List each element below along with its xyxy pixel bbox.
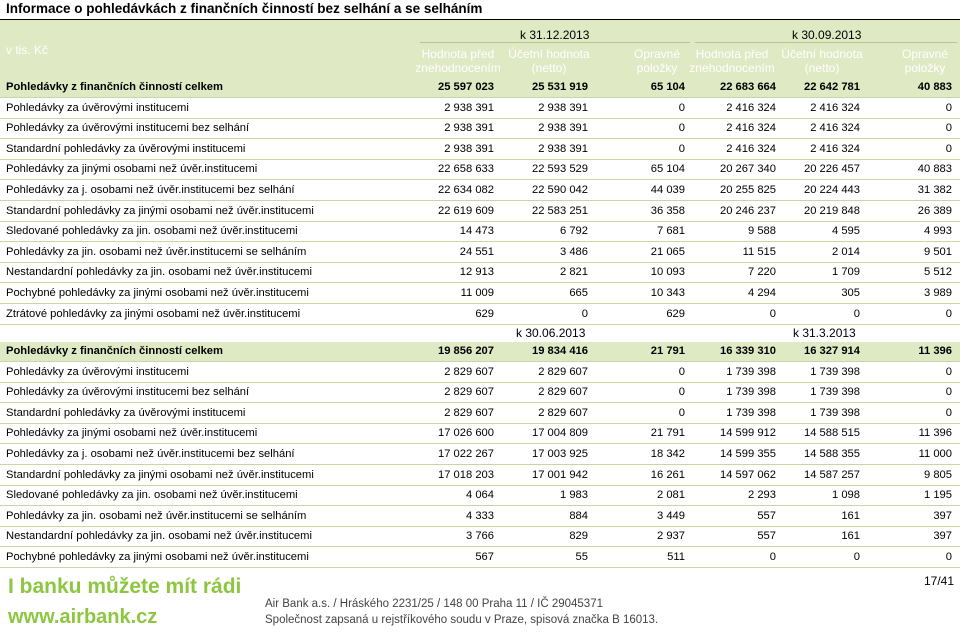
cell-value: 884 [569, 509, 588, 522]
cell-value: 1 739 398 [726, 365, 776, 378]
row-label: Nestandardní pohledávky za jin. osobami než úvěr.institucemi [6, 266, 312, 279]
cell-value: 2 829 607 [444, 365, 494, 378]
row-label: Pohledávky za jin. osobami než úvěr.institucemi se selháním [6, 245, 307, 258]
cell-value: 2 821 [560, 266, 588, 279]
cell-value: 9 501 [924, 245, 952, 258]
cell-value: 22 590 042 [532, 184, 588, 196]
cell-value: 4 294 [748, 287, 776, 299]
row-label: Sledované pohledávky za jin. osobami než úvěr.institucemi [6, 489, 298, 502]
period-label-right: k 30.09.2013 [792, 28, 862, 42]
row-label: Standardní pohledávky za jinými osobami než úvěr.institucemi [6, 204, 314, 217]
cell-value: 17 018 203 [438, 468, 494, 481]
cell-value: 1 739 398 [810, 386, 860, 399]
cell-value: 629 [475, 307, 494, 320]
cell-value: 22 683 664 [720, 81, 776, 93]
bank-slogan: I banku můžete mít rádi [8, 575, 242, 598]
row-label: Pohledávky za úvěrovými institucemi bez selhání [6, 122, 250, 135]
column-header: Účetní hodnota (netto) [508, 47, 590, 75]
cell-value: 2 416 324 [810, 142, 860, 155]
cell-value: 1 739 398 [726, 386, 776, 399]
row-label: Ztrátové pohledávky za jinými osobami než úvěr.institucemi [6, 307, 301, 320]
cell-value: 2 829 607 [538, 365, 588, 378]
cell-value: 2 938 391 [444, 122, 494, 135]
cell-value: 20 224 443 [804, 184, 860, 196]
column-header: Opravné položky [901, 47, 949, 75]
cell-value: 22 593 529 [532, 163, 588, 176]
unit-label: v tis. Kč [6, 43, 49, 57]
table-row [0, 383, 960, 403]
row-label: Pohledávky za úvěrovými institucemi [6, 101, 189, 114]
cell-value: 2 938 391 [444, 101, 494, 114]
cell-value: 10 343 [650, 287, 685, 299]
row-label: Pohledávky za jinými osobami než úvěr.institucemi [6, 427, 258, 440]
table-row [0, 99, 960, 119]
cell-value: 9 588 [748, 225, 776, 238]
cell-value: 22 658 633 [438, 163, 494, 176]
column-header: Opravné položky [633, 47, 681, 75]
cell-value: 12 913 [459, 266, 494, 279]
cell-value: 0 [945, 122, 952, 135]
cell-value: 397 [933, 509, 952, 522]
cell-value: 31 382 [917, 184, 952, 196]
cell-value: 24 551 [459, 245, 494, 258]
row-label: Pohledávky za j. osobami než úvěr.institucemi bez selhání [6, 184, 295, 196]
cell-value: 14 473 [459, 225, 494, 238]
cell-value: 11 396 [918, 427, 952, 440]
table-row [0, 466, 960, 486]
cell-value: 0 [853, 307, 860, 320]
cell-value: 4 333 [466, 509, 494, 522]
table-row [0, 181, 960, 201]
cell-value: 3 989 [924, 287, 952, 299]
cell-value: 20 219 848 [804, 204, 860, 217]
registration-note: Společnost zapsaná u rejstříkového soudu v Praze, spisová značka B 16013. [265, 614, 659, 626]
table-row [0, 363, 960, 383]
cell-value: 2 829 607 [444, 386, 494, 399]
cell-value: 0 [678, 406, 685, 419]
column-header: Hodnota před znehodnocením [415, 47, 501, 75]
cell-value: 1 098 [832, 489, 860, 502]
cell-value: 16 261 [650, 468, 685, 481]
row-label: Pochybné pohledávky za jinými osobami než úvěr.institucemi [6, 287, 309, 299]
cell-value: 18 342 [650, 448, 685, 460]
cell-value: 16 327 914 [804, 345, 860, 357]
row-label: Nestandardní pohledávky za jin. osobami než úvěr.institucemi [6, 530, 312, 543]
cell-value: 2 416 324 [726, 142, 776, 155]
cell-value: 14 599 355 [720, 448, 776, 460]
cell-value: 26 389 [917, 204, 952, 217]
cell-value: 11 000 [918, 448, 952, 460]
cell-value: 20 246 237 [720, 204, 776, 217]
cell-value: 2 416 324 [726, 122, 776, 135]
cell-value: 0 [678, 122, 685, 135]
cell-value: 0 [769, 307, 776, 320]
cell-value: 0 [678, 365, 685, 378]
cell-value: 0 [853, 551, 860, 563]
cell-value: 2 829 607 [538, 386, 588, 399]
table-row [0, 404, 960, 424]
cell-value: 25 531 919 [532, 81, 588, 93]
table-row [0, 222, 960, 242]
cell-value: 3 449 [657, 509, 685, 522]
cell-value: 17 003 925 [532, 448, 588, 460]
cell-value: 2 293 [748, 489, 776, 502]
cell-value: 2 937 [657, 530, 685, 543]
table-row [0, 140, 960, 160]
cell-value: 3 766 [466, 530, 494, 543]
row-label: Standardní pohledávky za úvěrovými institucemi [6, 142, 246, 155]
cell-value: 2 416 324 [810, 122, 860, 135]
cell-value: 0 [678, 101, 685, 114]
row-label: Pohledávky za úvěrovými institucemi [6, 365, 189, 378]
cell-value: 397 [933, 530, 952, 543]
cell-value: 20 255 825 [720, 184, 776, 196]
cell-value: 44 039 [650, 184, 685, 196]
table-row [0, 507, 960, 527]
cell-value: 14 599 912 [720, 427, 776, 440]
cell-value: 2 014 [832, 245, 860, 258]
cell-value: 9 805 [924, 468, 952, 481]
cell-value: 2 829 607 [444, 406, 494, 419]
cell-value: 1 739 398 [810, 406, 860, 419]
cell-value: 2 829 607 [538, 406, 588, 419]
cell-value: 2 938 391 [538, 142, 588, 155]
cell-value: 21 791 [650, 427, 685, 440]
period-label-right-2: k 31.3.2013 [793, 326, 856, 340]
cell-value: 0 [945, 101, 952, 114]
cell-value: 20 226 457 [804, 163, 860, 176]
cell-value: 2 938 391 [538, 122, 588, 135]
cell-value: 0 [945, 142, 952, 155]
cell-value: 65 104 [650, 81, 685, 93]
table-row [0, 119, 960, 139]
bank-url[interactable]: www.airbank.cz [8, 606, 158, 628]
table-row [0, 548, 960, 568]
cell-value: 829 [569, 530, 588, 543]
cell-value: 14 588 355 [804, 448, 860, 460]
column-header: Účetní hodnota (netto) [781, 47, 863, 75]
cell-value: 557 [757, 509, 776, 522]
row-label: Pohledávky za j. osobami než úvěr.institucemi bez selhání [6, 448, 295, 460]
cell-value: 1 709 [832, 266, 860, 279]
cell-value: 25 597 023 [438, 81, 494, 93]
cell-value: 21 065 [650, 245, 685, 258]
cell-value: 511 [667, 551, 685, 563]
cell-value: 0 [678, 142, 685, 155]
cell-value: 1 739 398 [810, 365, 860, 378]
table-row [0, 284, 960, 304]
table-row [0, 445, 960, 465]
cell-value: 0 [945, 365, 952, 378]
cell-value: 3 486 [560, 245, 588, 258]
cell-value: 17 001 942 [532, 468, 588, 481]
table-row [0, 243, 960, 263]
bank-address: Air Bank a.s. / Hráského 2231/25 / 148 00 Praha 11 / IČ 29045371 [265, 598, 603, 610]
table-row [0, 263, 960, 283]
cell-value: 10 093 [650, 266, 685, 279]
cell-value: 1 983 [560, 489, 588, 502]
cell-value: 0 [678, 386, 685, 399]
row-label: Pohledávky z finančních činností celkem [6, 345, 223, 357]
cell-value: 0 [581, 307, 588, 320]
cell-value: 17 004 809 [532, 427, 588, 440]
cell-value: 6 792 [560, 225, 588, 238]
cell-value: 11 515 [742, 245, 776, 258]
cell-value: 21 791 [650, 345, 685, 357]
table-row [0, 160, 960, 180]
cell-value: 22 642 781 [804, 81, 860, 93]
cell-value: 567 [475, 551, 494, 563]
cell-value: 4 993 [924, 225, 952, 238]
cell-value: 11 009 [460, 287, 494, 299]
period-label-left: k 31.12.2013 [520, 28, 590, 42]
row-label: Pohledávky za úvěrovými institucemi bez selhání [6, 386, 250, 399]
cell-value: 0 [945, 386, 952, 399]
period-divider-left [420, 42, 690, 43]
cell-value: 22 634 082 [438, 184, 494, 196]
row-label: Pohledávky za jinými osobami než úvěr.institucemi [6, 163, 258, 176]
cell-value: 7 220 [748, 266, 776, 279]
cell-value: 2 081 [657, 489, 685, 502]
cell-value: 19 856 207 [438, 345, 494, 357]
period-label-left-2: k 30.06.2013 [516, 326, 586, 340]
cell-value: 0 [945, 406, 952, 419]
column-header: Hodnota před znehodnocením [689, 47, 775, 75]
cell-value: 40 883 [917, 163, 952, 176]
cell-value: 2 416 324 [810, 101, 860, 114]
cell-value: 22 619 609 [438, 204, 494, 217]
cell-value: 2 416 324 [726, 101, 776, 114]
cell-value: 0 [945, 307, 952, 320]
cell-value: 17 022 267 [438, 448, 494, 460]
cell-value: 2 938 391 [538, 101, 588, 114]
row-label: Standardní pohledávky za úvěrovými institucemi [6, 406, 246, 419]
table-row [0, 342, 960, 362]
page-title: Informace o pohledávkách z finančních činností bez selhání a se selháním [6, 1, 483, 16]
table-row [0, 202, 960, 222]
cell-value: 14 587 257 [804, 468, 860, 481]
row-label: Pohledávky za jin. osobami než úvěr.institucemi se selháním [6, 509, 307, 522]
cell-value: 2 938 391 [444, 142, 494, 155]
cell-value: 665 [569, 287, 588, 299]
cell-value: 14 588 515 [804, 427, 860, 440]
cell-value: 40 883 [917, 81, 952, 93]
table-row [0, 527, 960, 547]
table-row [0, 486, 960, 506]
row-label: Pohledávky z finančních činností celkem [6, 81, 223, 93]
cell-value: 305 [841, 287, 860, 299]
cell-value: 4 595 [832, 225, 860, 238]
row-label: Pochybné pohledávky za jinými osobami než úvěr.institucemi [6, 551, 309, 563]
cell-value: 161 [841, 530, 860, 543]
table-row [0, 78, 960, 98]
cell-value: 0 [945, 551, 952, 563]
period-divider-right [695, 42, 957, 43]
cell-value: 7 681 [657, 225, 685, 238]
cell-value: 161 [841, 509, 860, 522]
cell-value: 22 583 251 [532, 204, 588, 217]
cell-value: 20 267 340 [720, 163, 776, 176]
cell-value: 1 739 398 [726, 406, 776, 419]
cell-value: 5 512 [924, 266, 952, 279]
cell-value: 16 339 310 [720, 345, 776, 357]
cell-value: 0 [769, 551, 776, 563]
cell-value: 1 195 [924, 489, 952, 502]
cell-value: 55 [575, 551, 588, 563]
cell-value: 36 358 [650, 204, 685, 217]
cell-value: 629 [666, 307, 685, 320]
cell-value: 557 [757, 530, 776, 543]
cell-value: 11 396 [918, 345, 952, 357]
row-label: Sledované pohledávky za jin. osobami než úvěr.institucemi [6, 225, 298, 238]
table-row [0, 305, 960, 325]
cell-value: 4 064 [466, 489, 494, 502]
cell-value: 19 834 416 [532, 345, 588, 357]
page-number: 17/41 [923, 574, 954, 588]
row-label: Standardní pohledávky za jinými osobami než úvěr.institucemi [6, 468, 314, 481]
cell-value: 17 026 600 [438, 427, 494, 440]
cell-value: 14 597 062 [720, 468, 776, 481]
table-row [0, 424, 960, 444]
cell-value: 65 104 [650, 163, 685, 176]
